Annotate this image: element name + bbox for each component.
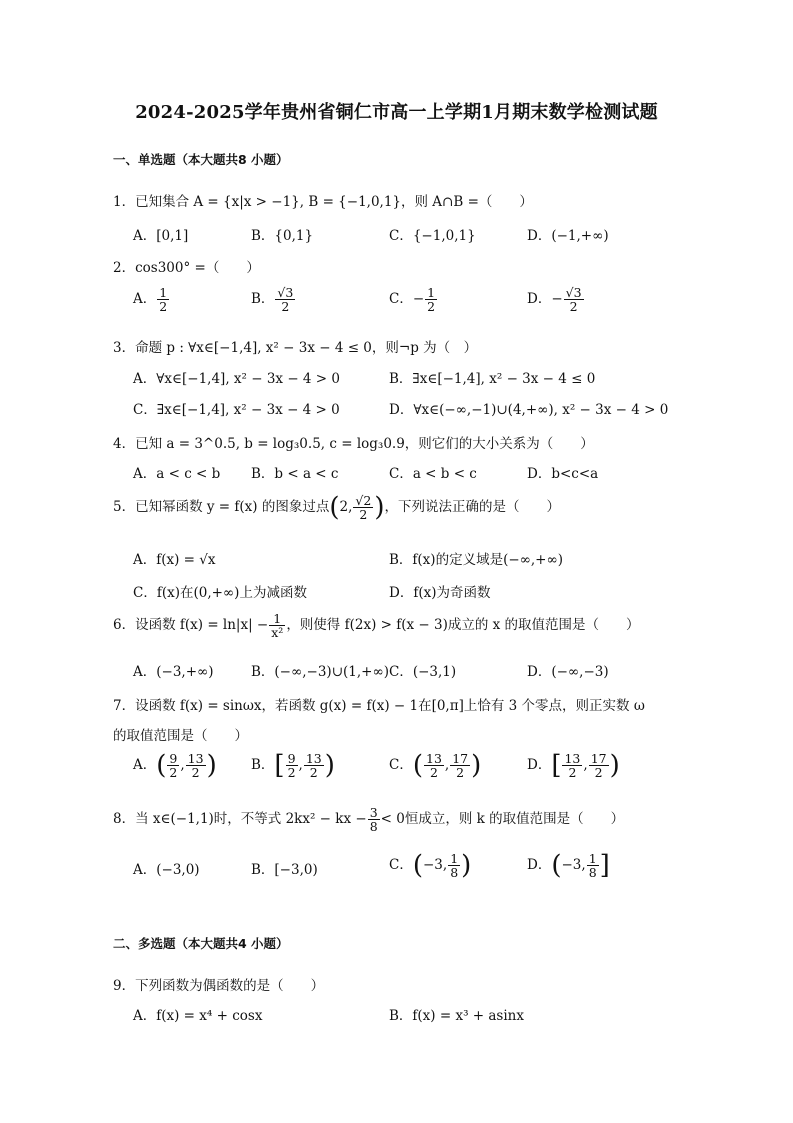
question-3-options-row-2: [133, 398, 693, 424]
q2-option-d: [527, 286, 585, 313]
question-5-options-row-1: [133, 548, 693, 574]
q8-option-a: A．(−3,0): [133, 862, 200, 878]
q5-option-d: D．f(x)为奇函数: [389, 585, 491, 601]
q8-d-label: D．: [527, 857, 552, 874]
open-paren: (: [329, 492, 340, 523]
fraction: [424, 752, 444, 779]
numerator: 3: [369, 805, 378, 820]
close-paren: ): [461, 850, 472, 881]
open-paren: (: [156, 750, 167, 781]
fraction: [157, 286, 169, 313]
q8-text-pre: 8．当 x∈(−1,1)时，不等式 2kx² − kx −: [113, 811, 367, 828]
q2-d-label: D．−: [527, 291, 563, 308]
numerator: 17: [452, 751, 469, 766]
denominator: 2: [569, 299, 578, 315]
fraction: [304, 752, 324, 779]
q3-option-a: A．∀x∈[−1,4], x² − 3x − 4 > 0: [133, 371, 340, 387]
denominator: 2: [281, 299, 290, 315]
fraction: [368, 806, 380, 833]
numerator: √2: [355, 493, 372, 508]
q2-a-label: A．: [133, 291, 157, 308]
q6-option-b: B．(−∞,−3)∪(1,+∞): [251, 664, 389, 680]
question-8-options: [133, 852, 693, 894]
q7-b-label: B．: [251, 757, 275, 774]
numerator: 1: [269, 612, 285, 626]
numerator: 13: [564, 751, 581, 766]
question-7-line-2: 的取值范围是（ ）: [113, 728, 248, 744]
question-4-options: [133, 462, 693, 488]
q4-option-a: A．a < c < b: [133, 466, 221, 482]
open-paren: (: [412, 750, 423, 781]
q3-option-b: B．∃x∈[−1,4], x² − 3x − 4 ≤ 0: [389, 371, 596, 387]
numerator: 1: [427, 285, 436, 300]
q8-option-c: [389, 852, 471, 879]
q8-d-lower: −3,: [561, 857, 586, 874]
q2-option-c: [389, 286, 438, 313]
q7-a-label: A．: [133, 757, 157, 774]
question-6-options: [133, 660, 693, 686]
fraction: [186, 752, 206, 779]
denominator: 2: [429, 765, 438, 781]
q2-option-a: [133, 286, 170, 313]
numerator: 1: [588, 851, 597, 866]
fraction: [562, 752, 582, 779]
q2-option-b: [251, 286, 296, 313]
question-5: [113, 494, 560, 521]
q7-c-label: C．: [389, 757, 413, 774]
question-7-options: [133, 752, 693, 794]
q4-option-c: C．a < b < c: [389, 466, 477, 482]
denominator: 2: [191, 765, 200, 781]
q6-text-pre: 6．设函数 f(x) = ln|x| −: [113, 617, 269, 634]
denominator: 2: [287, 765, 296, 781]
q5-text-pre: 5．已知幂函数 y = f(x) 的图象过点: [113, 499, 330, 516]
q8-option-b: B．[−3,0): [251, 862, 318, 878]
numerator: 1: [159, 285, 168, 300]
numerator: 13: [305, 751, 322, 766]
fraction: [286, 752, 298, 779]
close-paren: ): [206, 750, 217, 781]
fraction: [425, 286, 437, 313]
close-paren: ): [609, 750, 620, 781]
q4-option-d: D．b<c<a: [527, 466, 599, 482]
q5-option-c: C．f(x)在(0,+∞)上为减函数: [133, 585, 307, 601]
numerator: √3: [565, 285, 582, 300]
open-paren: (: [551, 850, 562, 881]
numerator: 1: [450, 851, 459, 866]
close-bracket: ]: [599, 850, 610, 881]
close-paren: ): [324, 750, 335, 781]
numerator: 13: [187, 751, 204, 766]
denominator: 2: [309, 765, 318, 781]
numerator: 9: [287, 751, 296, 766]
question-7-line-1: 7．设函数 f(x) = sinωx，若函数 g(x) = f(x) − 1在[0,π]上恰有 3 个零点，则正实数 ω: [113, 698, 645, 714]
q7-d-label: D．: [527, 757, 552, 774]
question-4: 4．已知 a = 3^0.5, b = log₃0.5, c = log₃0.9，则它们的大小关系为（ ）: [113, 436, 594, 452]
q5-option-a: A．f(x) = √x: [133, 552, 216, 568]
q6-text-post: ，则使得 f(2x) > f(x − 3)成立的 x 的取值范围是（ ）: [286, 617, 640, 634]
q7-option-c: C．( $\frac{13}{2}$ , $\frac{17}{2}$ ): [389, 750, 482, 781]
question-3: 3．命题 p : ∀x∈[−1,4], x² − 3x − 4 ≤ 0，则¬p 为（ ）: [113, 340, 478, 356]
denominator: 2: [159, 299, 168, 315]
denominator: 2: [427, 299, 436, 315]
fraction: [353, 494, 373, 521]
q1-option-d: D．(−1,+∞): [527, 228, 609, 244]
question-8: [113, 806, 624, 833]
question-9: 9．下列函数为偶函数的是（ ）: [113, 978, 325, 994]
denominator: 2: [594, 765, 603, 781]
q9-option-b: B．f(x) = x³ + asinx: [389, 1008, 524, 1024]
q7-option-b: B．[ $\frac{9}{2}$ , $\frac{13}{2}$ ): [251, 750, 335, 781]
question-1-options: [133, 224, 693, 250]
question-5-options-row-2: [133, 581, 693, 607]
q7-option-d: D．[ $\frac{13}{2}$ , $\frac{17}{2}$ ): [527, 750, 620, 781]
q6-option-c: C．(−3,1): [389, 664, 457, 680]
q9-option-a: A．f(x) = x⁴ + cosx: [133, 1008, 263, 1024]
denominator: 2: [456, 765, 465, 781]
q2-b-label: B．: [251, 291, 275, 308]
denominator: 2: [359, 507, 368, 523]
denominator: x²: [271, 625, 284, 641]
fraction: [275, 286, 295, 313]
fraction: [587, 852, 599, 879]
denominator: 2: [568, 765, 577, 781]
question-2-options: [133, 286, 693, 326]
q8-option-d: [527, 852, 610, 879]
fraction: [589, 752, 609, 779]
question-2: 2．cos300° =（ ）: [113, 260, 260, 276]
fraction: [269, 612, 285, 639]
question-1: 1．已知集合 A = {x|x > −1}, B = {−1,0,1}，则 A∩B =（ ）: [113, 194, 533, 210]
q3-option-c: C．∃x∈[−1,4], x² − 3x − 4 > 0: [133, 402, 340, 418]
q2-c-label: C．−: [389, 291, 425, 308]
numerator: √3: [277, 285, 294, 300]
question-3-options-row-1: [133, 367, 693, 393]
denominator: 2: [169, 765, 178, 781]
q8-c-lower: −3,: [423, 857, 448, 874]
denominator: 8: [588, 865, 597, 881]
q1-option-b: B．{0,1}: [251, 228, 314, 244]
q7-option-a: A．( $\frac{9}{2}$ , $\frac{13}{2}$ ): [133, 750, 217, 781]
fraction: [167, 752, 179, 779]
close-paren: ): [471, 750, 482, 781]
numerator: 17: [590, 751, 607, 766]
page-title: 2024-2025学年贵州省铜仁市高一上学期1月期末数学检测试题: [135, 102, 658, 123]
q8-text-post: < 0恒成立，则 k 的取值范围是（ ）: [380, 811, 625, 828]
q1-option-c: C．{−1,0,1}: [389, 228, 476, 244]
question-6: [113, 612, 640, 639]
q8-c-label: C．: [389, 857, 413, 874]
open-paren: (: [412, 850, 423, 881]
q5-option-b: B．f(x)的定义域是(−∞,+∞): [389, 552, 564, 568]
close-paren: ): [374, 492, 385, 523]
section-heading-multiple-choice: 二、多选题（本大题共4 小题）: [113, 936, 289, 951]
numerator: 9: [169, 751, 178, 766]
open-bracket: [: [274, 750, 285, 781]
q4-option-b: B．b < a < c: [251, 466, 339, 482]
question-9-options: [133, 1004, 693, 1030]
q1-option-a: A．[0,1]: [133, 228, 189, 244]
denominator: 8: [450, 865, 459, 881]
denominator: 8: [369, 819, 378, 835]
section-heading-single-choice: 一、单选题（本大题共8 小题）: [113, 152, 289, 167]
fraction: [450, 752, 470, 779]
open-bracket: [: [551, 750, 562, 781]
q6-option-a: A．(−3,+∞): [133, 664, 214, 680]
q6-option-d: D．(−∞,−3): [527, 664, 609, 680]
q3-option-d: D．∀x∈(−∞,−1)∪(4,+∞), x² − 3x − 4 > 0: [389, 402, 669, 418]
q5-text-post: ，下列说法正确的是（ ）: [384, 499, 560, 516]
fraction: [564, 286, 584, 313]
numerator: 13: [426, 751, 442, 766]
fraction: [448, 852, 460, 879]
q5-point-x: 2,: [339, 499, 353, 516]
